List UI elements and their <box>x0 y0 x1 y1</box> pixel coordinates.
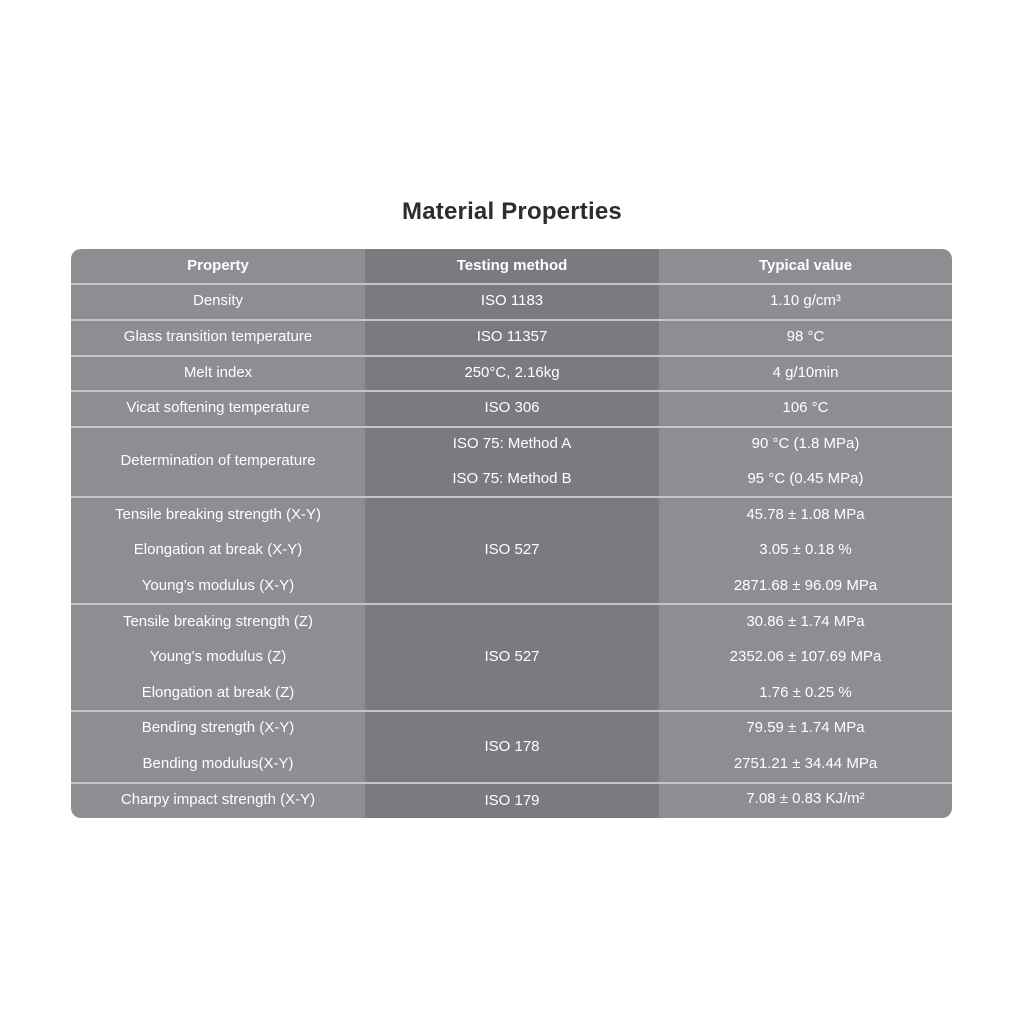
value-cell: 45.78 ± 1.08 MPa <box>746 506 865 523</box>
property-cell: Bending modulus(X-Y) <box>142 755 294 772</box>
property-cell: Bending strength (X-Y) <box>141 719 295 736</box>
value-cell: 3.05 ± 0.18 % <box>759 541 852 558</box>
property-cell: Elongation at break (X-Y) <box>133 541 303 558</box>
value-cell: 7.08 ± 0.83 KJ/m² <box>746 790 865 807</box>
method-cell: ISO 178 <box>484 738 540 755</box>
method-cell: ISO 1183 <box>480 292 544 309</box>
row-divider <box>71 355 952 357</box>
method-cell: ISO 527 <box>484 541 540 558</box>
row-divider <box>71 782 952 784</box>
property-cell: Vicat softening temperature <box>126 399 310 416</box>
value-cell: 1.76 ± 0.25 % <box>759 684 852 701</box>
property-cell: Melt index <box>183 364 253 381</box>
property-cell: Elongation at break (Z) <box>141 684 295 701</box>
header-testing-method: Testing method <box>456 257 568 274</box>
value-cell: 1.10 g/cm³ <box>770 292 841 309</box>
method-cell: 250°C, 2.16kg <box>464 364 560 381</box>
row-divider <box>71 603 952 605</box>
property-cell: Charpy impact strength (X-Y) <box>120 791 316 808</box>
property-cell: Young's modulus (Z) <box>149 648 287 665</box>
property-cell: Tensile breaking strength (X-Y) <box>115 506 321 523</box>
method-cell: ISO 527 <box>484 648 540 665</box>
row-divider <box>71 283 952 285</box>
page-title: Material Properties <box>402 198 622 225</box>
method-cell: ISO 306 <box>484 399 540 416</box>
material-properties-table <box>71 249 952 818</box>
property-cell: Tensile breaking strength (Z) <box>122 613 314 630</box>
method-cell: ISO 179 <box>484 792 540 809</box>
property-cell: Density <box>192 292 244 309</box>
value-cell: 2751.21 ± 34.44 MPa <box>733 755 878 772</box>
row-divider <box>71 710 952 712</box>
value-cell: 79.59 ± 1.74 MPa <box>746 719 865 736</box>
header-property: Property <box>187 257 249 274</box>
row-divider <box>71 426 952 428</box>
value-cell: 106 °C <box>782 399 829 416</box>
header-typical-value: Typical value <box>758 257 853 274</box>
row-divider <box>71 496 952 498</box>
value-cell: 98 °C <box>786 328 825 345</box>
value-cell: 30.86 ± 1.74 MPa <box>746 613 865 630</box>
method-cell: ISO 75: Method B <box>452 470 572 487</box>
value-cell: 4 g/10min <box>772 364 839 381</box>
method-cell: ISO 75: Method A <box>452 435 572 452</box>
property-cell: Determination of temperature <box>120 452 316 469</box>
row-divider <box>71 390 952 392</box>
value-cell: 95 °C (0.45 MPa) <box>747 470 864 487</box>
row-divider <box>71 319 952 321</box>
method-cell: ISO 11357 <box>476 328 548 345</box>
property-cell: Glass transition temperature <box>123 328 313 345</box>
value-cell: 2871.68 ± 96.09 MPa <box>733 577 878 594</box>
value-cell: 90 °C (1.8 MPa) <box>751 435 860 452</box>
property-cell: Young's modulus (X-Y) <box>141 577 295 594</box>
value-cell: 2352.06 ± 107.69 MPa <box>729 648 882 665</box>
